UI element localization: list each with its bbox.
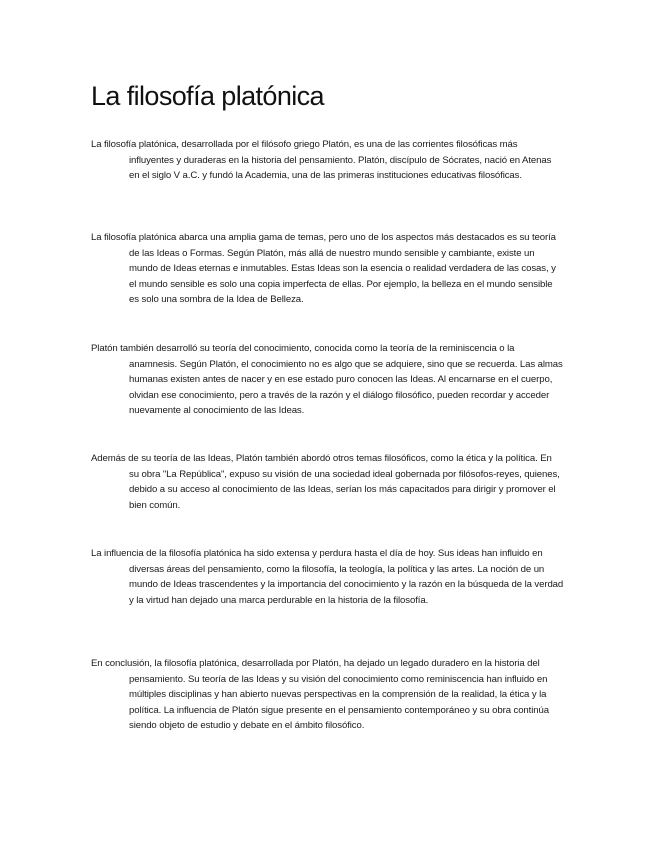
paragraph-theory-of-knowledge: Platón también desarrolló su teoría del conocimiento, conocida como la teoría de la reminiscencia o la anamnesis. Según Platón, el conocimiento no es algo que se adquiere, sino que se recuerda. Las almas humanas existen antes de nacer y en ese estado puro conocen las Ideas. Al encarnarse en el cuerpo, olvidan ese conocimiento, pero a través de la razón y el diálogo filosófico, pueden recordar y acceder nuevamente al conocimiento de las Ideas. xyxy=(91,343,563,417)
paragraph-conclusion: En conclusión, la filosofía platónica, desarrollada por Platón, ha dejado un legado duradero en la historia del pensamiento. Su teoría de las Ideas y su visión del conocimiento como reminiscencia han influido en múltiples disciplinas y han abierto nuevas perspectivas en la comprensión de la realidad, la ética y la política. La influencia de Platón sigue presente en el pensamiento contemporáneo y su obra continúa siendo objeto de estudio y debate en el ámbito filosófico. xyxy=(91,658,549,732)
paragraph-influence: La influencia de la filosofía platónica ha sido extensa y perdura hasta el día de hoy. Sus ideas han influido en diversas áreas del pensamiento, como la filosofía, la teología, la política y las artes. La noción de un mundo de Ideas trascendentes y la importancia del conocimiento y la razón en la búsqueda de la verdad y la virtud han dejado una marca perdurable en la historia de la filosofía. xyxy=(91,548,564,606)
document-title: La filosofía platónica xyxy=(91,81,324,111)
paragraph-ethics-politics: Además de su teoría de las Ideas, Platón también abordó otros temas filosóficos, como la ética y la política. En su obra "La República", expuso su visión de una sociedad ideal gobernada por filósofos-reyes, quienes, debido a su acceso al conocimiento de las Ideas, serían los más capacitados para dirigir y promover el bien común. xyxy=(91,453,560,511)
paragraph-introduction: La filosofía platónica, desarrollada por el filósofo griego Platón, es una de las corrientes filosóficas más influyentes y duraderas en la historia del pensamiento. Platón, discípulo de Sócrates, nació en Atenas en el siglo V a.C. y fundó la Academia, una de las primeras instituciones educativas filosóficas. xyxy=(91,139,552,182)
paragraph-theory-of-ideas: La filosofía platónica abarca una amplia gama de temas, pero uno de los aspectos más destacados es su teoría de las Ideas o Formas. Según Platón, más allá de nuestro mundo sensible y cambiante, existe un mundo de Ideas eternas e inmutables. Estas Ideas son la esencia o realidad verdadera de las cosas, y el mundo sensible es solo una copia imperfecta de ellas. Por ejemplo, la belleza en el mundo sensible es solo una sombra de la Idea de Belleza. xyxy=(91,232,556,306)
